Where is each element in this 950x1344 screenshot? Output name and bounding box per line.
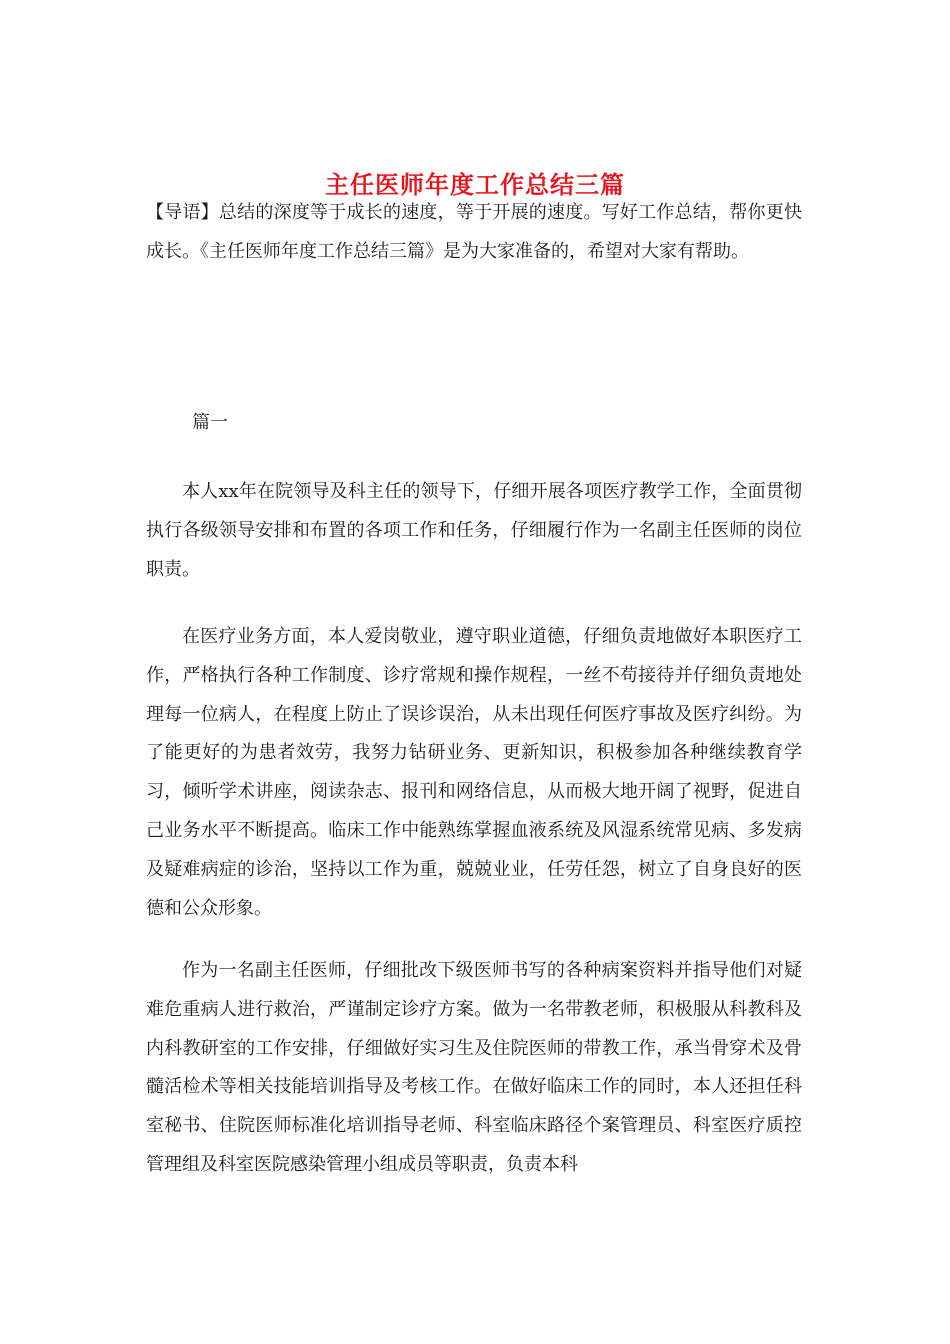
intro-paragraph: 【导语】总结的深度等于成长的速度，等于开展的速度。写好工作总结，帮你更快成长。《主任医师年度工作总结三篇》是为大家准备的，希望对大家有帮助。 (146, 202, 802, 262)
document-title: 主任医师年度工作总结三篇 (325, 170, 625, 200)
body-paragraph: 作为一名副主任医师，仔细批改下级医师书写的各种病案资料并指导他们对疑难危重病人进行救治，严谨制定诊疗方案。做为一名带教老师，积极服从科教科及内科教研室的工作安排，仔细做好实习生及住院医师的带教工作，承当骨穿术及骨髓活检术等相关技能培训指导及考核工作。在做好临床工作的同时，本人还担任科室秘书、住院医师标准化培训指导老师、科室临床路径个案管理员、科室医疗质控管理组及科室医院感染管理小组成员等职责，负责本科 (146, 960, 802, 1175)
section-label: 篇一 (192, 412, 228, 433)
body-paragraph: 本人xx年在院领导及科主任的领导下，仔细开展各项医疗教学工作，全面贯彻执行各级领导安排和布置的各项工作和任务，仔细履行作为一名副主任医师的岗位职责。 (146, 481, 802, 580)
body-paragraph: 在医疗业务方面，本人爱岗敬业，遵守职业道德，仔细负责地做好本职医疗工作，严格执行各种工作制度、诊疗常规和操作规程，一丝不苟接待并仔细负责地处理每一位病人，在程度上防止了误诊误治，从未出现任何医疗事故及医疗纠纷。为了能更好的为患者效劳，我努力钻研业务、更新知识，积极参加各种继续教育学习，倾听学术讲座，阅读杂志、报刊和网络信息，从而极大地开阔了视野，促进自己业务水平不断提高。临床工作中能熟练掌握血液系统及风湿系统常见病、多发病及疑难病症的诊治，坚持以工作为重，兢兢业业，任劳任怨，树立了自身良好的医德和公众形象。 (146, 626, 802, 919)
